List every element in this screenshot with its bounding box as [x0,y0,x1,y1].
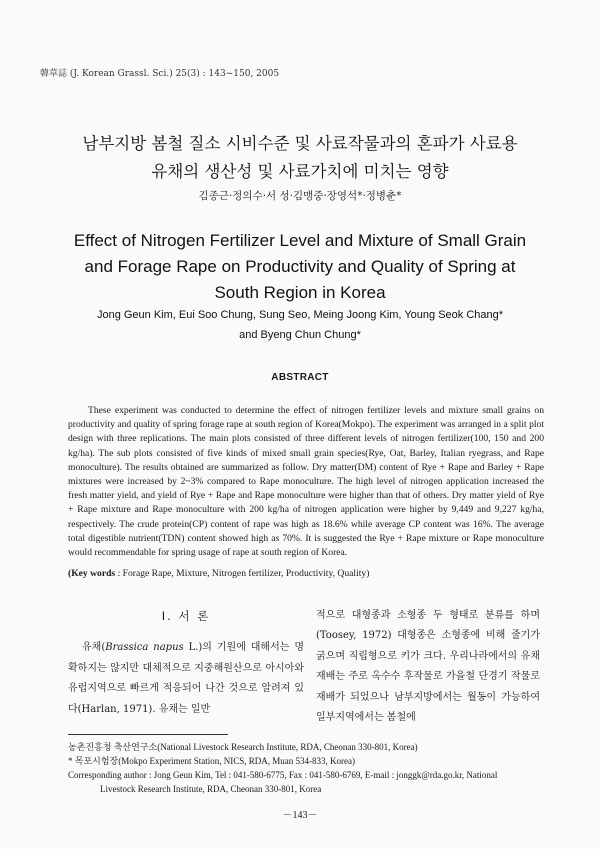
journal-citation: 韓草誌 (J. Korean Grassl. Sci.) 25(3) : 143~150, 2005 [40,69,280,79]
intro-text-post: L.)의 기원에 대해서는 명확하지는 않지만 대체적으로 지중해원산으로 아시아와 유럽지역으로 빠르게 적응되어 나간 것으로 알려져 있다(Harlan, 1971). 유채는 일반 [68,642,304,715]
english-authors-line-1: Jong Geun Kim, Eui Soo Chung, Sung Seo, Meing Joong Kim, Young Seok Chang* [96,309,504,321]
section-heading-introduction: Ⅰ. 서 론 [161,609,211,623]
korean-title-line-2: 유채의 생산성 및 사료가치에 미치는 영향 [151,162,449,181]
footnote-affiliation-2: * 목포시험장(Mokpo Experiment Station, NICS, RDA, Muan 534-833, Korea) [68,756,355,766]
abstract-body: These experiment was conducted to determine the effect of nitrogen fertilizer levels and mixture small grains on productivity and quality of spring forage rape at south region of Korea(Mokpo). The experiment was arranged in a split plot design with three replications. The main plots consisted of three different levels of nitrogen fertilizer(100, 150 and 200 kg/ha). The sub plots consisted of five kinds of mixed small grain species(Rye, Oat, Barley, Italian ryegrass, and Rape monoculture). The results obtained are summarized as follow. Dry matter(DM) content of Rye + Rape and Barley + Rape mixtures were increased by 2~3% compared to Rape monoculture. The high level of nitrogen application increased the fresh matter yield, and yield of Rye + Rape and Rape monoculture were higher than that of others. Dry matter yield of Rye + Rape mixture and Rape monoculture with 200 kg/ha of nitrogen application were higher by 9,449 and 9,227 kg/ha, respectively. The crude protein(CP) content of rape was high as 18.6% while average CP content was 16%. The average total digestible nutrient(TDN) content showed high as 70%. It is suggested the Rye + Rape mixture or Rape monoculture would recommendable for spring usage of rape at south region of Korea. [68,405,544,559]
intro-left-column [68,606,304,720]
intro-right-column [316,606,540,728]
keywords [68,568,544,579]
english-authors-line-2: and Byeng Chun Chung* [239,329,361,341]
footnote-rule [68,734,228,735]
intro-paragraph-left [68,638,304,720]
english-title [30,228,570,306]
footnote-affiliation-1: 농촌진흥청 축산연구소(National Livestock Research Institute, RDA, Cheonan 330-801, Korea) [68,742,418,752]
english-title-line-2: and Forage Rape on Productivity and Quality of Spring at [84,257,516,276]
intro-text-pre: 유채( [82,642,106,654]
english-authors [40,305,560,345]
english-title-line-1: Effect of Nitrogen Fertilizer Level and Mixture of Small Grain [73,231,527,250]
footnote-corresponding-author: Corresponding author : Jong Geun Kim, Tel : 041-580-6775, Fax : 041-580-6769, E-mail : jonggk@rda.go.kr, National [68,770,498,780]
keywords-text: : Forage Rape, Mixture, Nitrogen fertilizer, Productivity, Quality) [115,568,370,579]
page-number: －143－ [282,810,318,821]
korean-title-line-1: 남부지방 봄철 질소 시비수준 및 사료작물과의 혼파가 사료용 [82,134,518,153]
korean-title [0,130,600,186]
footnotes [68,740,550,796]
korean-authors: 김종근·정의수·서 성·김맹중·장영석*·정병춘* [198,190,402,202]
intro-paragraph-right: 적으로 대형종과 소형종 두 형태로 분류를 하며(Toosey, 1972) 대형종은 소형종에 비해 줄기가 굵으며 직립형으로 키가 크다. 우리나라에서의 유채 재배는 주로 옥수수 후작물로 가을철 단경기 작물로 재배가 되었으나 남부지방에서는 월동이 가능하여 일부지역에서는 봄철에 [316,610,540,724]
keywords-label: (Key words [68,568,116,579]
species-name: Brassica napus [105,642,184,654]
footnote-corresponding-address: Livestock Research Institute, RDA, Cheonan 330-801, Korea [100,784,322,794]
english-title-line-3: South Region in Korea [214,283,386,302]
abstract-heading: ABSTRACT [271,372,329,383]
